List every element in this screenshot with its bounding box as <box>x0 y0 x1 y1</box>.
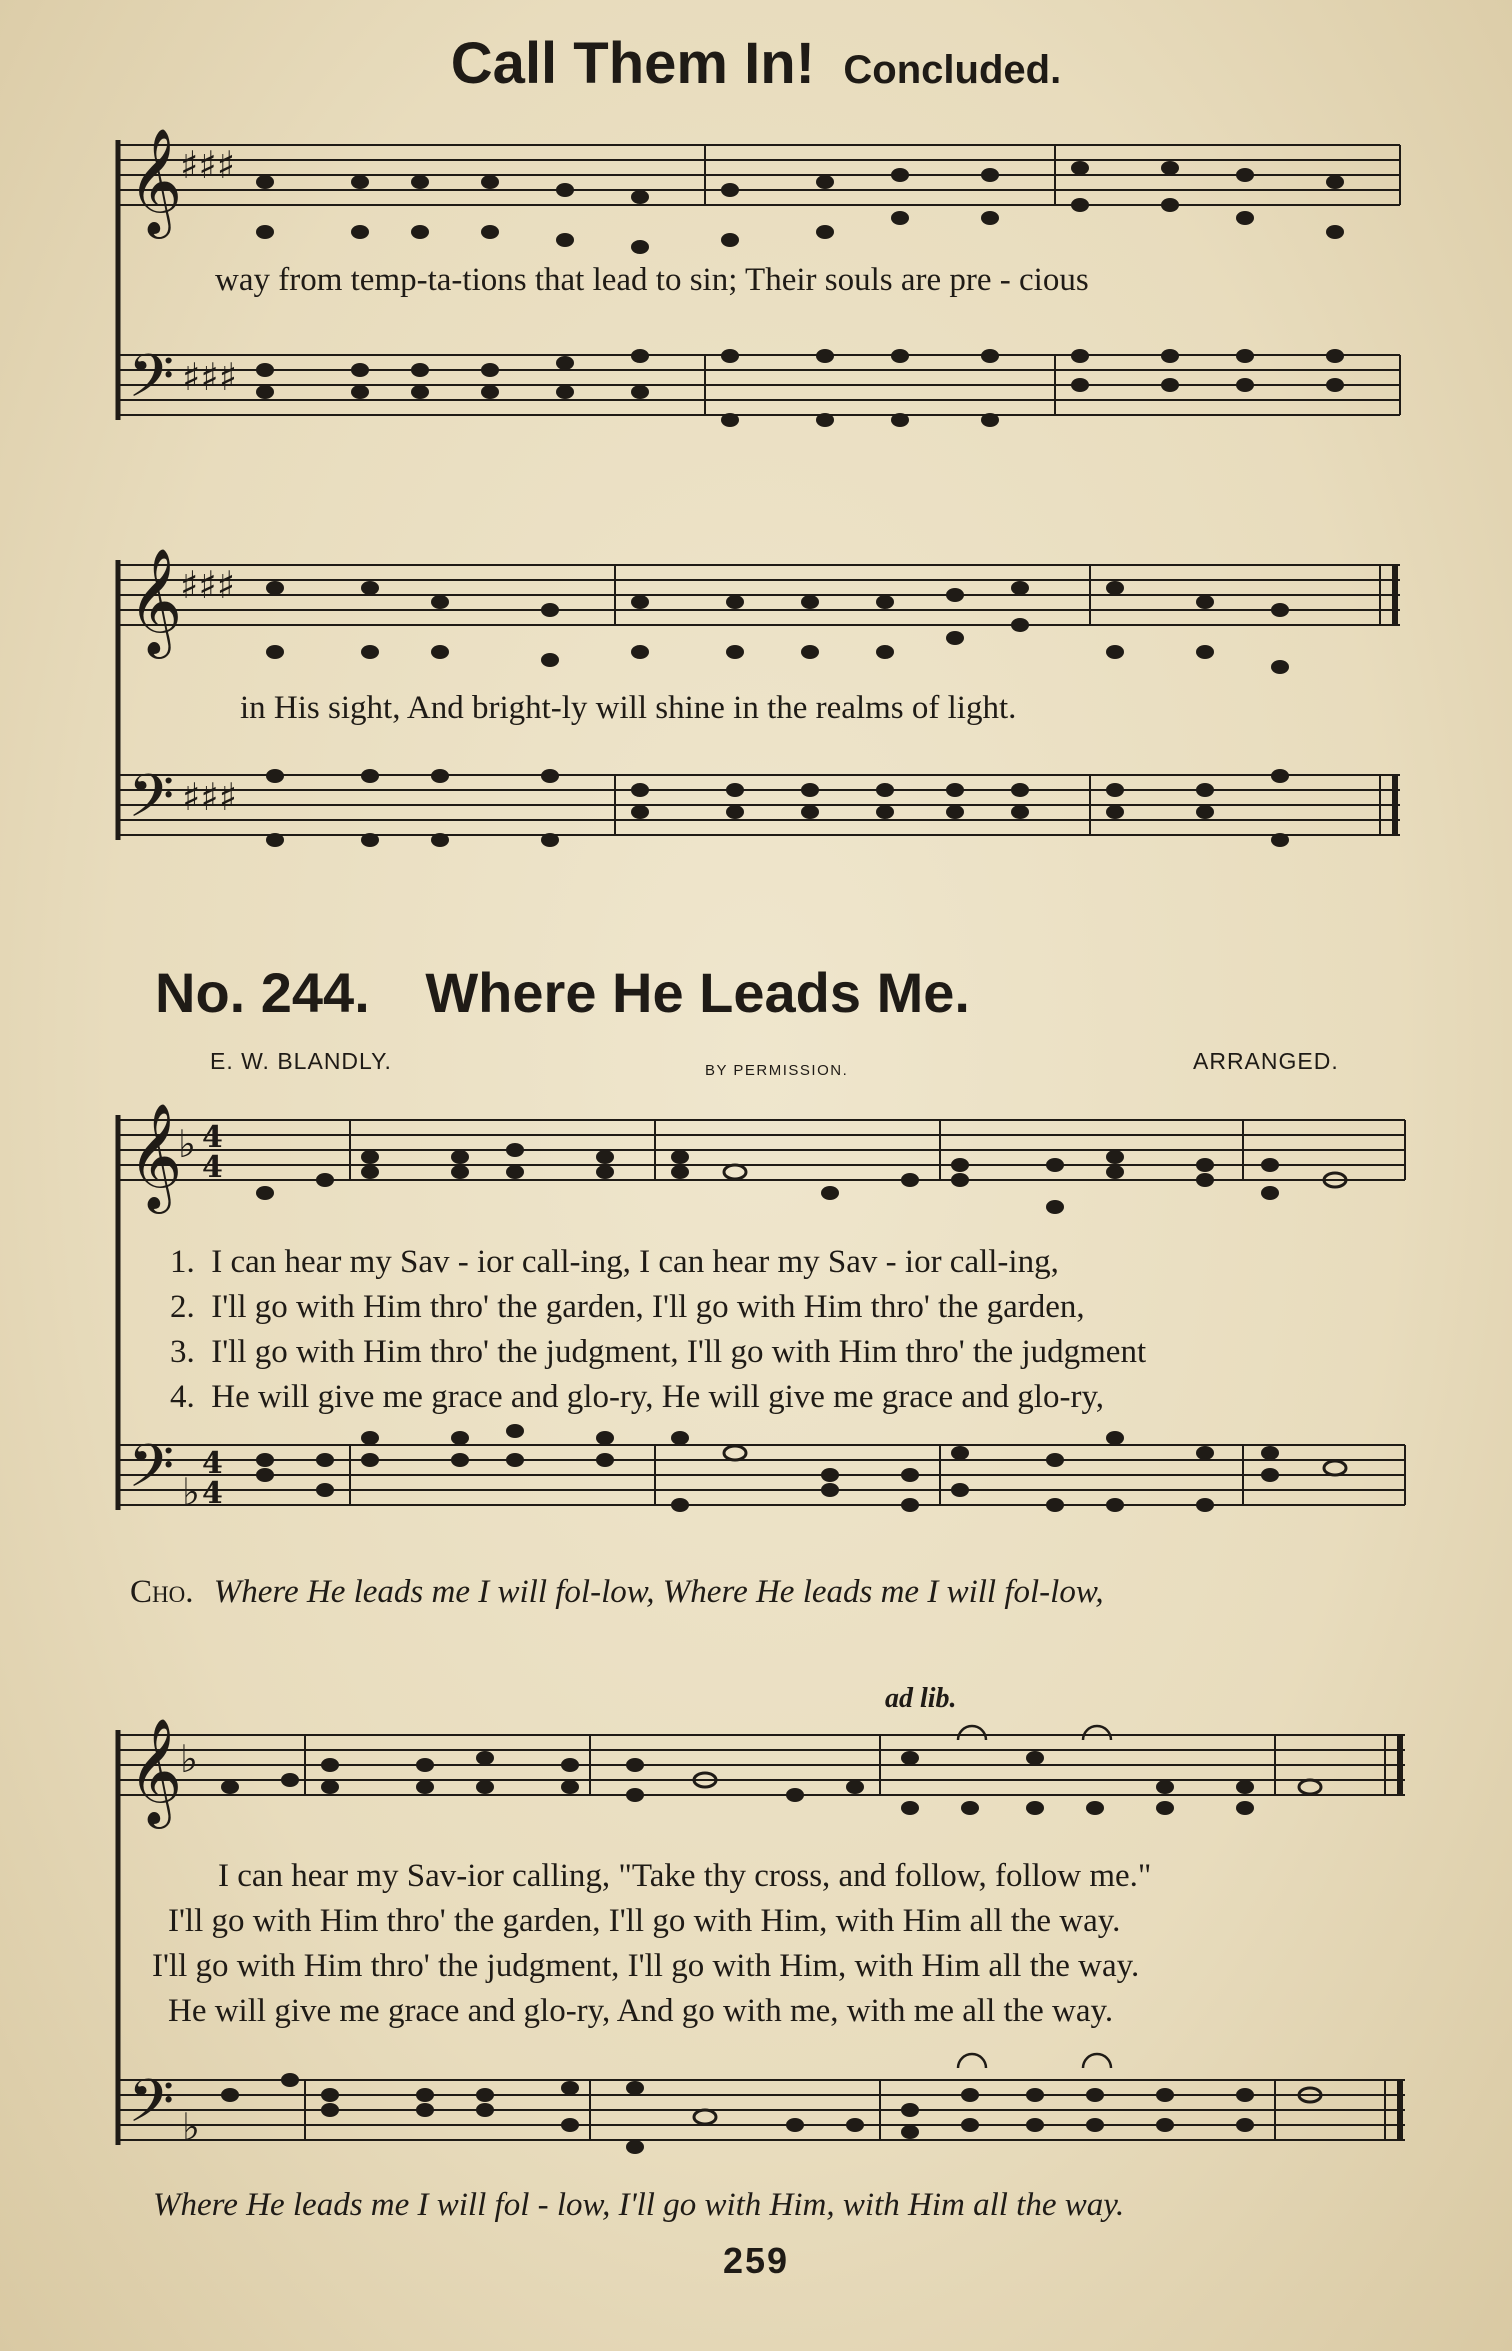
verse-1-line-1 <box>170 1244 1059 1281</box>
chorus-line-2: Where He leads me I will fol - low, I'll go with Him, with Him all the way. <box>153 2187 1125 2223</box>
svg-text:♭: ♭ <box>182 1470 200 1514</box>
lyrics-line-2: in His sight, And bright-ly will shine in the realms of light. <box>240 690 1017 726</box>
verse-number: 2. <box>170 1289 195 1325</box>
page-header <box>0 30 1512 97</box>
song-title: Call Them In! <box>450 31 815 96</box>
music-system-4 <box>0 1710 1512 2180</box>
verse-2-line-1 <box>170 1289 1085 1326</box>
verse-2-line-2: I'll go with Him thro' the garden, I'll go with Him, with Him all the way. <box>168 1903 1121 1939</box>
verse-text: He will give me grace and glo-ry, He will give me grace and glo-ry, <box>211 1379 1105 1415</box>
verse-3-line-2: I'll go with Him thro' the judgment, I'll go with Him, with Him all the way. <box>152 1948 1140 1984</box>
verse-number: 3. <box>170 1334 195 1370</box>
svg-text:𝄢: 𝄢 <box>128 341 175 425</box>
svg-text:♯♯♯: ♯♯♯ <box>180 563 236 607</box>
song-subtitle: Concluded. <box>843 48 1062 92</box>
svg-text:4: 4 <box>202 1476 223 1511</box>
chorus-text: Where He leads me I will fol-low, Where He leads me I will fol-low, <box>213 1574 1104 1610</box>
hymn-title <box>155 960 970 1025</box>
permission-note: BY PERMISSION. <box>705 1062 849 1079</box>
svg-text:𝄞: 𝄞 <box>128 547 183 654</box>
verse-4-line-2: He will give me grace and glo-ry, And go with me, with me all the way. <box>168 1993 1114 2029</box>
svg-text:♯♯♯: ♯♯♯ <box>180 143 236 187</box>
svg-text:𝄞: 𝄞 <box>128 1717 183 1824</box>
svg-text:4: 4 <box>202 1120 223 1155</box>
svg-text:𝄢: 𝄢 <box>128 1431 175 1515</box>
chorus-line-1 <box>130 1574 1104 1611</box>
svg-text:4: 4 <box>202 1446 223 1481</box>
verse-3-line-1 <box>170 1334 1146 1371</box>
author-credit: E. W. BLANDLY. <box>210 1048 392 1074</box>
hymn-number: No. 244. <box>155 961 370 1024</box>
verse-text: I can hear my Sav - ior call-ing, I can hear my Sav - ior call-ing, <box>211 1244 1059 1280</box>
chorus-label: Cho. <box>130 1574 194 1610</box>
verse-text: I'll go with Him thro' the garden, I'll go with Him thro' the garden, <box>211 1289 1085 1325</box>
verse-number: 4. <box>170 1379 195 1415</box>
verse-4-line-1 <box>170 1379 1104 1416</box>
ad-lib-marking: ad lib. <box>885 1683 957 1714</box>
svg-text:𝄞: 𝄞 <box>128 1102 183 1209</box>
svg-text:𝄢: 𝄢 <box>128 761 175 845</box>
svg-text:♯♯♯: ♯♯♯ <box>182 775 238 819</box>
verse-text: I'll go with Him thro' the judgment, I'll go with Him thro' the judgment <box>211 1334 1147 1370</box>
verse-1-line-2: I can hear my Sav-ior calling, "Take thy cross, and follow, follow me." <box>218 1858 1152 1894</box>
page-number: 259 <box>722 2240 790 2281</box>
hymn-name: Where He Leads Me. <box>425 961 970 1024</box>
svg-text:𝄢: 𝄢 <box>128 2066 175 2150</box>
svg-text:♭: ♭ <box>180 1737 198 1781</box>
svg-text:♭: ♭ <box>182 2105 200 2149</box>
svg-text:4: 4 <box>202 1150 223 1185</box>
arranger-credit: ARRANGED. <box>1193 1048 1339 1074</box>
svg-text:𝄞: 𝄞 <box>128 127 183 234</box>
lyrics-line-1: way from temp-ta-tions that lead to sin; Their souls are pre - cious <box>215 262 1089 298</box>
verse-number: 1. <box>170 1244 195 1280</box>
svg-text:♭: ♭ <box>178 1122 196 1166</box>
svg-text:♯♯♯: ♯♯♯ <box>182 355 238 399</box>
